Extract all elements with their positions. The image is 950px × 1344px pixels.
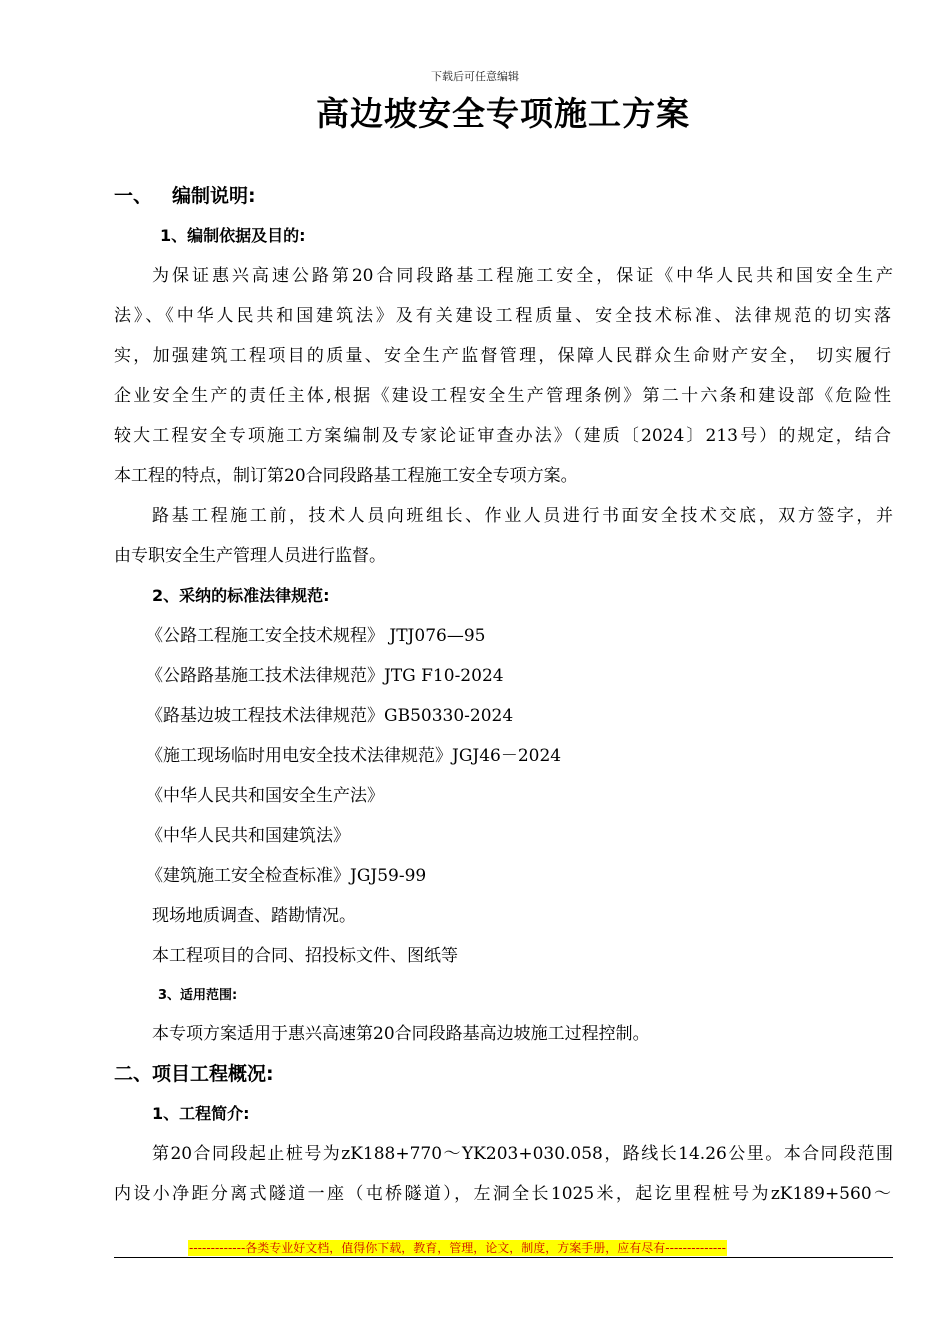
subheading-overview: 1、工程简介: (152, 1104, 250, 1123)
footer-banner: -------------各类专业好文档，值得你下载，教育，管理，论文，制度，方案手册，应有尽有-------------- (189, 1241, 726, 1255)
standard-item: 《中华人民共和国建筑法》 (146, 826, 350, 846)
para2-line: 路基工程施工前，技术人员向班组长、作业人员进行书面安全技术交底，双方签字，并 (152, 506, 893, 526)
para1-line: 较大工程安全专项施工方案编制及专家论证审查办法》（建质〔2024〕213号）的规定，结合 (114, 426, 891, 446)
section-1-number: 一、 (114, 185, 153, 207)
para1-line: 实，加强建筑工程项目的质量、安全生产监督管理，保障人民群众生命财产安全， 切实履行 (114, 346, 891, 366)
standard-item: 《路基边坡工程技术法律规范》GB50330-2024 (146, 706, 514, 726)
standard-item: 《中华人民共和国安全生产法》 (146, 786, 384, 806)
standard-item: 《建筑施工安全检查标准》JGJ59-99 (146, 866, 427, 886)
section-2-heading: 二、项目工程概况: (114, 1063, 274, 1085)
para1-line: 本工程的特点，制订第20合同段路基工程施工安全专项方案。 (114, 466, 578, 486)
para1-line: 法》、《中华人民共和国建筑法》及有关建设工程质量、安全技术标准、法律规范的切实落 (114, 306, 891, 326)
subheading-standards: 2、采纳的标准法律规范: (152, 586, 330, 605)
para2-line: 由专职安全生产管理人员进行监督。 (114, 546, 386, 566)
document-title: 高边坡安全专项施工方案 (316, 94, 690, 133)
subheading-basis: 1、编制依据及目的: (160, 226, 306, 245)
standard-item: 《施工现场临时用电安全技术法律规范》JGJ46－2024 (146, 746, 562, 766)
standard-item: 现场地质调查、踏勘情况。 (152, 906, 356, 926)
standard-item: 本工程项目的合同、招投标文件、图纸等 (152, 946, 458, 966)
standard-item: 《公路工程施工安全技术规程》 JTJ076—95 (146, 626, 486, 646)
header-note: 下载后可任意编辑 (431, 70, 519, 83)
subheading-scope: 3、适用范围: (158, 988, 238, 1003)
standard-item: 《公路路基施工技术法律规范》JTG F10-2024 (146, 666, 504, 686)
para1-line: 企业安全生产的责任主体,根据《建设工程安全生产管理条例》第二十六条和建设部《危险性 (114, 386, 891, 406)
scope-text: 本专项方案适用于惠兴高速第20合同段路基高边坡施工过程控制。 (152, 1024, 650, 1044)
overview-line: 第20合同段起止桩号为zK188+770～YK203+030.058，路线长14.26公里。本合同段范围 (152, 1144, 893, 1164)
para1-line: 为保证惠兴高速公路第20合同段路基工程施工安全，保证《中华人民共和国安全生产 (152, 266, 893, 286)
section-1-heading: 编制说明: (172, 185, 256, 207)
overview-line: 内设小净距分离式隧道一座（屯桥隧道），左洞全长1025米，起讫里程桩号为zK189+560～ (114, 1184, 891, 1204)
footer-divider (114, 1257, 893, 1258)
